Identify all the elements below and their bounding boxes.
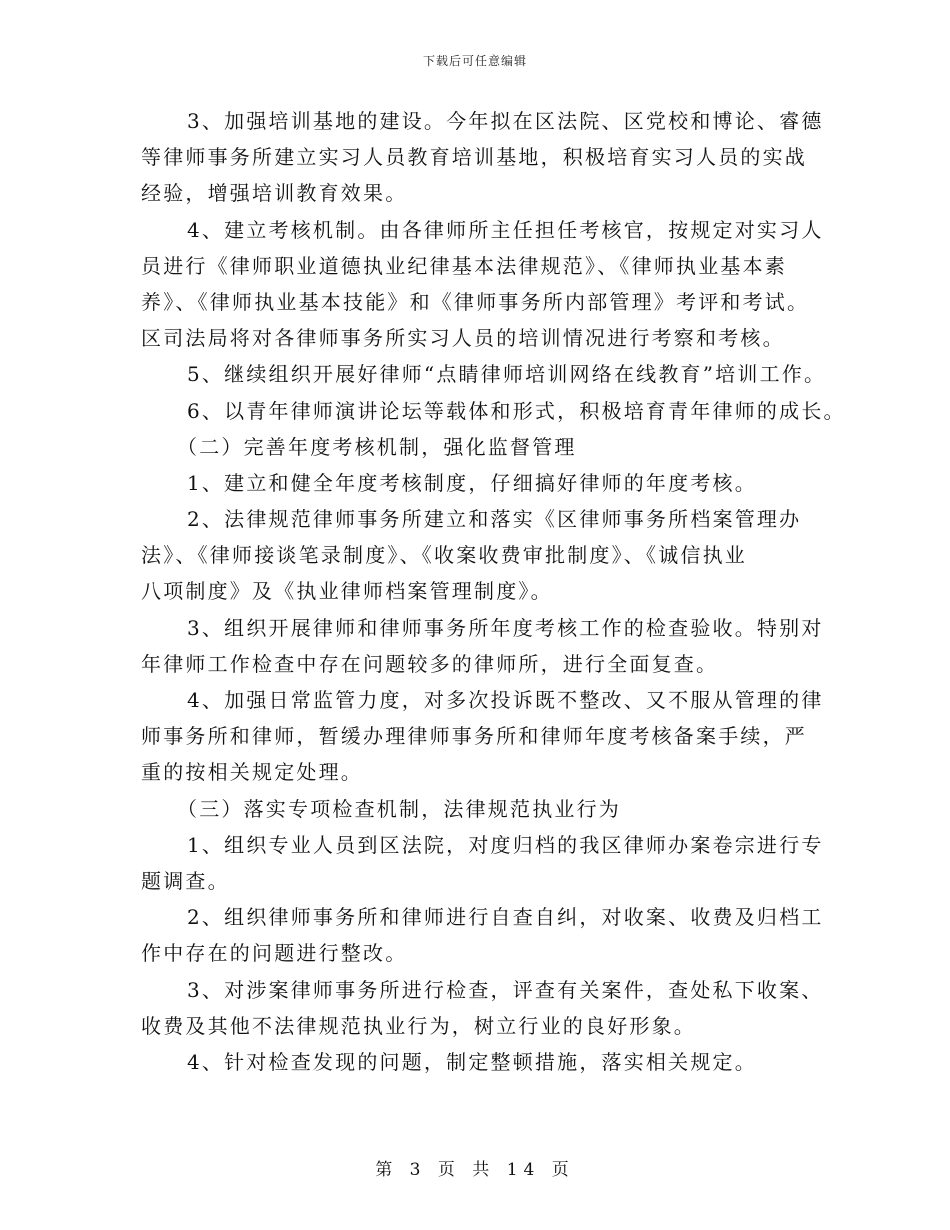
document-body <box>141 103 846 1080</box>
text-line: 4、针对检查发现的问题，制定整顿措施，落实相关规定。 <box>187 1049 757 1074</box>
text-line: 1、组织专业人员到区法院，对度归档的我区律师办案卷宗进行专 <box>187 832 824 857</box>
text-line: 2、法律规范律师事务所建立和落实《区律师事务所档案管理办 <box>187 507 802 532</box>
text-line: 4、建立考核机制。由各律师所主任担任考核官，按规定对实习人 <box>187 217 824 242</box>
text-line: 1、建立和健全年度考核制度，仔细搞好律师的年度考核。 <box>187 470 757 495</box>
text-line: 3、加强培训基地的建设。今年拟在区法院、区党校和博论、睿德 <box>187 109 824 133</box>
text-line: 4、加强日常监管力度，对多次投诉既不整改、又不服从管理的律 <box>187 688 824 712</box>
page-header: 下载后可任意编辑 <box>422 54 527 68</box>
section-heading: （三）落实专项检查机制，法律规范执业行为 <box>177 796 621 821</box>
text-line: 八项制度》及《执业律师档案管理制度》。 <box>141 579 553 604</box>
section-heading: （二）完善年度考核机制，强化监督管理 <box>177 434 577 459</box>
text-line: 5、继续组织开展好律师“点睛律师培训网络在线教育”培训工作。 <box>187 362 827 387</box>
text-line: 法》、《律师接谈笔录制度》、《收案收费审批制度》、《诚信执业 <box>141 543 747 568</box>
text-line: 区司法局将对各律师事务所实习人员的培训情况进行考察和考核。 <box>141 326 785 351</box>
text-line: 收费及其他不法律规范执业行为，树立行业的良好形象。 <box>141 1013 696 1038</box>
text-line: 员进行《律师职业道德执业纪律基本法律规范》、《律师执业基本素 <box>141 253 787 278</box>
text-line: 题调查。 <box>141 868 230 893</box>
text-line: 作中存在的问题进行整改。 <box>141 941 408 966</box>
text-line: 师事务所和律师，暂缓办理律师事务所和律师年度考核备案手续，严 <box>141 724 807 749</box>
text-line: 年律师工作检查中存在问题较多的律师所，进行全面复查。 <box>141 651 719 676</box>
text-line: 6、以青年律师演讲论坛等载体和形式，积极培育青年律师的成长。 <box>187 398 846 423</box>
text-line: 重的按相关规定处理。 <box>141 760 363 785</box>
text-line: 等律师事务所建立实习人员教育培训基地，积极培育实习人员的实战 <box>141 145 807 170</box>
text-line: 3、组织开展律师和律师事务所年度考核工作的检查验收。特别对 <box>187 615 824 640</box>
text-line: 2、组织律师事务所和律师进行自查自纠，对收案、收费及归档工 <box>187 905 824 930</box>
text-line: 3、对涉案律师事务所进行检查，评查有关案件，查处私下收案、 <box>187 977 824 1002</box>
text-line: 养》、《律师执业基本技能》和《律师事务所内部管理》考评和考试。 <box>141 289 810 314</box>
page-number-footer: 第 3 页 共 14 页 <box>375 1160 575 1180</box>
text-line: 经验，增强培训教育效果。 <box>141 181 408 206</box>
